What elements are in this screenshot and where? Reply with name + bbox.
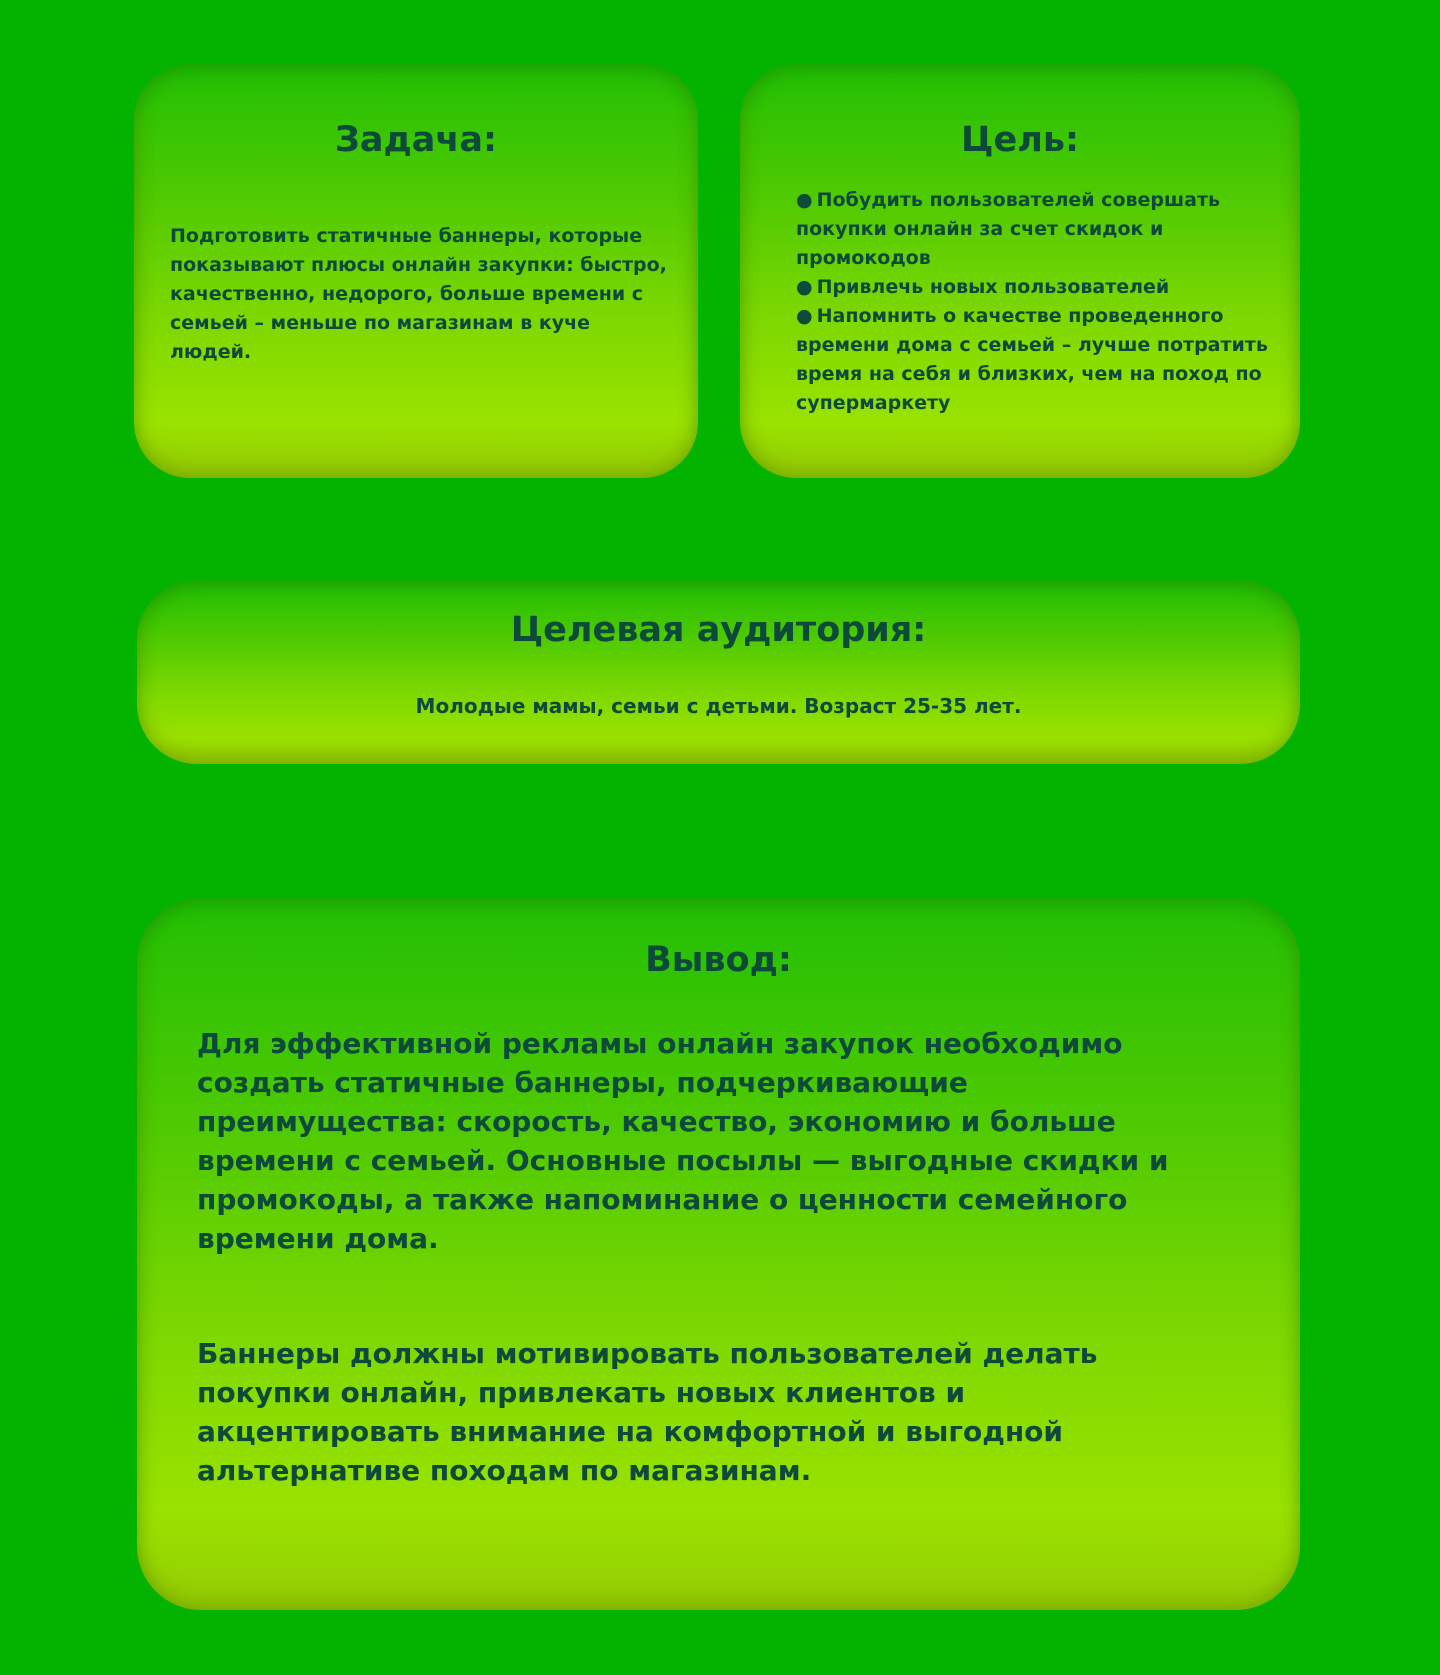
goal-list-item [796,186,1286,273]
conclusion-title: Вывод: [645,940,792,980]
goal-list-item [796,302,1286,418]
conclusion-paragraph: Баннеры должны мотивировать пользователей делать покупки онлайн, привлекать новых клиентов и акцентировать внимание на комфортной и выгодной альтернативе походам по магазинам. [197,1337,1098,1487]
task-text: Подготовить статичные баннеры, которые показывают плюсы онлайн закупки: быстро, качественно, недорого, больше времени с семьей – меньше по магазинам в куче людей. [170,225,667,363]
goal-card [740,64,1300,478]
goal-item-text: Привлечь новых пользователей [816,276,1170,298]
goal-list [796,186,1286,418]
goal-item-text: Побудить пользователей совершать покупки онлайн за счет скидок и промокодов [796,189,1221,269]
bullet-icon: ● [796,276,813,298]
conclusion-paragraph: Для эффективной рекламы онлайн закупок необходимо создать статичные баннеры, подчеркивающие преимущества: скорость, качество, экономию и больше времени с семьей. Основные посылы — выгодные скидки и промокоды, а также напоминание о ценности семейного времени дома. [197,1027,1169,1255]
bullet-icon: ● [796,189,813,211]
audience-text: Молодые мамы, семьи с детьми. Возраст 25-35 лет. [415,694,1022,718]
goal-list-item [796,273,1286,302]
audience-title: Целевая аудитория: [510,610,927,650]
conclusion-card [137,898,1300,1610]
audience-card [137,580,1300,764]
goal-title: Цель: [961,120,1079,160]
goal-item-text: Напомнить о качестве проведенного времени дома с семьей – лучше потратить время на себя и близких, чем на поход по супермаркету [796,305,1268,414]
task-title: Задача: [334,120,497,160]
bullet-icon: ● [796,305,813,327]
task-card [134,64,698,478]
